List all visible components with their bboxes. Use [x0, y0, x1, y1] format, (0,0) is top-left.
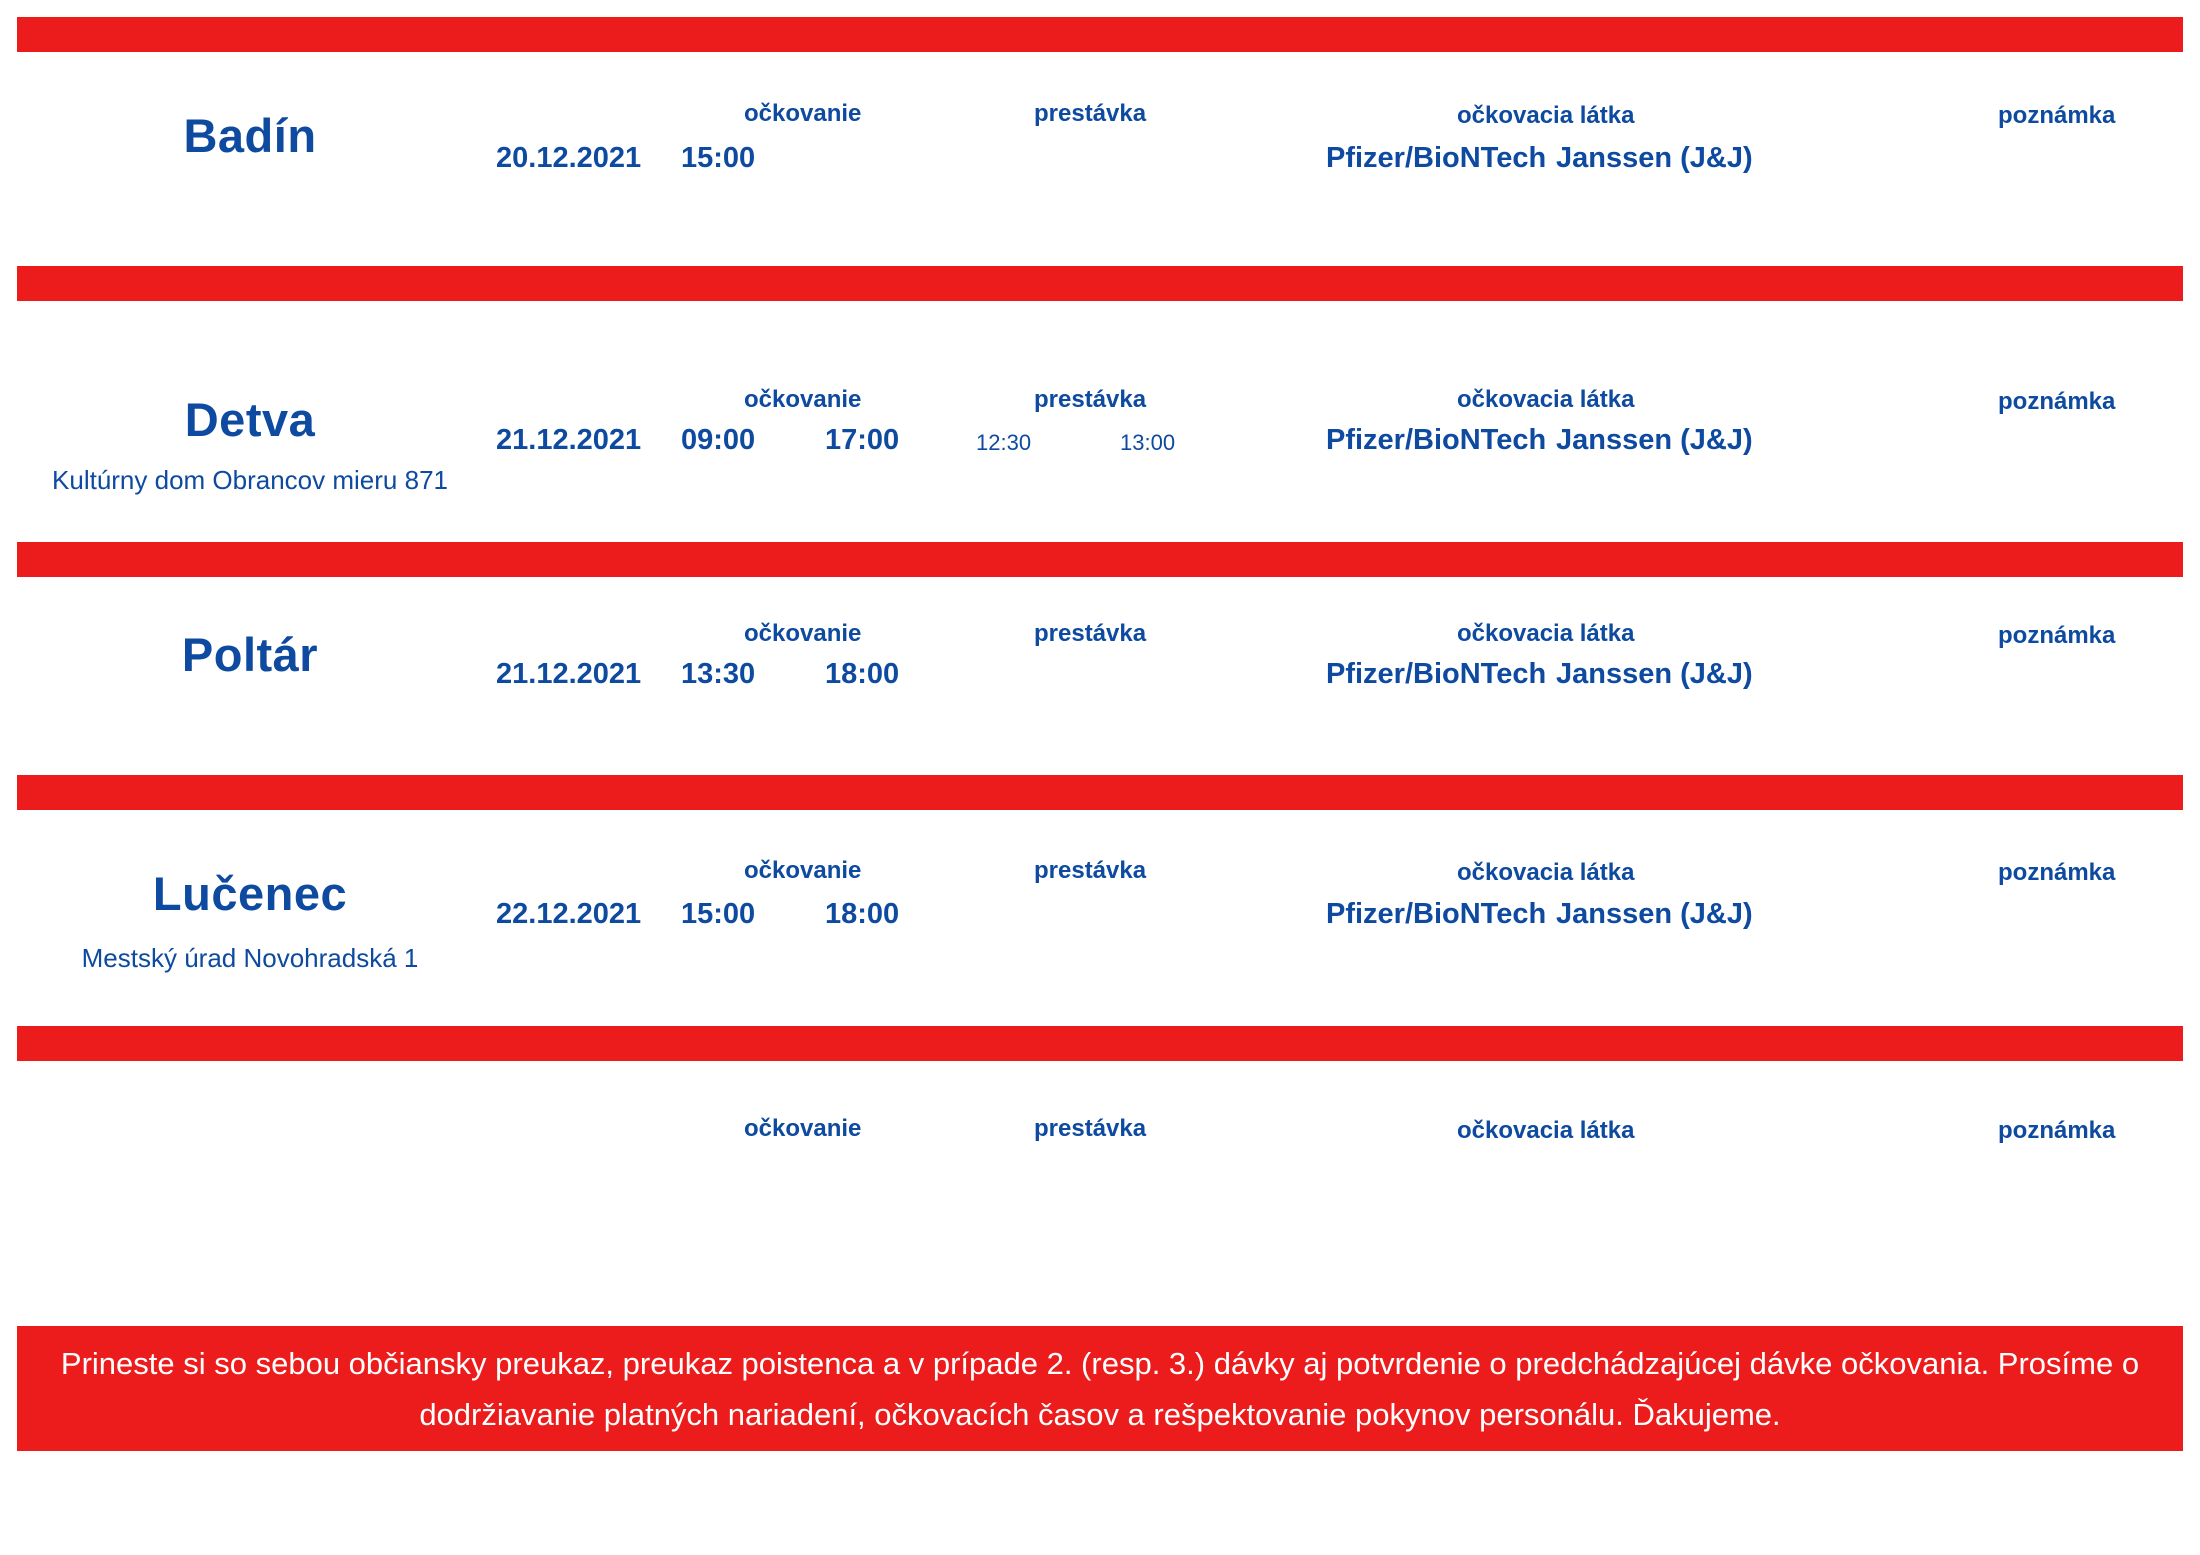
header-vaccine: očkovacia látka — [1457, 620, 1635, 647]
city-name: Badín — [183, 109, 317, 162]
start-time: 15:00 — [681, 898, 756, 930]
separator-bar — [17, 542, 2183, 577]
city-name: Poltár — [181, 628, 319, 681]
header-vaccine: očkovacia látka — [1457, 386, 1635, 413]
header-vaccine: očkovacia látka — [1457, 1117, 1635, 1144]
date: 21.12.2021 — [496, 424, 642, 456]
vaccine-pfizer: Pfizer/BioNTech — [1326, 898, 1547, 930]
header-vaccine: očkovacia látka — [1457, 102, 1635, 129]
header-vaccination: očkovanie — [744, 386, 862, 413]
header-note: poznámka — [1998, 622, 2116, 649]
break-start: 12:30 — [976, 430, 1032, 455]
city-name: Lučenec — [152, 867, 348, 920]
header-vaccination: očkovanie — [744, 857, 862, 884]
city-address: Mestský úrad Novohradská 1 — [81, 943, 419, 973]
header-note: poznámka — [1998, 1117, 2116, 1144]
vaccine-pfizer: Pfizer/BioNTech — [1326, 142, 1547, 174]
header-vaccine: očkovacia látka — [1457, 859, 1635, 886]
separator-bar — [17, 1026, 2183, 1061]
city-name: Detva — [184, 393, 316, 446]
header-break: prestávka — [1034, 620, 1147, 647]
end-time: 18:00 — [825, 898, 900, 930]
header-break: prestávka — [1034, 857, 1147, 884]
city-address: Kultúrny dom Obrancov mieru 871 — [52, 465, 448, 495]
start-time: 13:30 — [681, 658, 756, 690]
header-vaccination: očkovanie — [744, 100, 862, 127]
end-time: 18:00 — [825, 658, 900, 690]
header-note: poznámka — [1998, 388, 2116, 415]
header-break: prestávka — [1034, 386, 1147, 413]
vaccine-pfizer: Pfizer/BioNTech — [1326, 658, 1547, 690]
header-vaccination: očkovanie — [744, 620, 862, 647]
end-time: 17:00 — [825, 424, 900, 456]
separator-bar — [17, 17, 2183, 52]
header-note: poznámka — [1998, 859, 2116, 886]
header-vaccination: očkovanie — [744, 1115, 862, 1142]
header-break: prestávka — [1034, 100, 1147, 127]
date: 20.12.2021 — [496, 142, 642, 174]
footer-line-2: dodržiavanie platných nariadení, očkovacích časov a rešpektovanie pokynov personálu. Ďakujeme. — [419, 1397, 1781, 1432]
header-break: prestávka — [1034, 1115, 1147, 1142]
footer-line-1: Prineste si so sebou občiansky preukaz, preukaz poistenca a v prípade 2. (resp. 3.) dávky aj potvrdenie o predchádzajúcej dávke očkovania. Prosíme o — [60, 1346, 2140, 1381]
vaccine-janssen: Janssen (J&J) — [1556, 898, 1753, 930]
separator-bar — [17, 775, 2183, 810]
footer-notice — [17, 1326, 2183, 1451]
start-time: 09:00 — [681, 424, 756, 456]
header-note: poznámka — [1998, 102, 2116, 129]
separator-bar — [17, 266, 2183, 301]
vaccine-janssen: Janssen (J&J) — [1556, 142, 1753, 174]
vaccine-janssen: Janssen (J&J) — [1556, 658, 1753, 690]
vaccine-janssen: Janssen (J&J) — [1556, 424, 1753, 456]
date: 21.12.2021 — [496, 658, 642, 690]
start-time: 15:00 — [681, 142, 756, 174]
vaccine-pfizer: Pfizer/BioNTech — [1326, 424, 1547, 456]
break-end: 13:00 — [1120, 430, 1176, 455]
date: 22.12.2021 — [496, 898, 642, 930]
